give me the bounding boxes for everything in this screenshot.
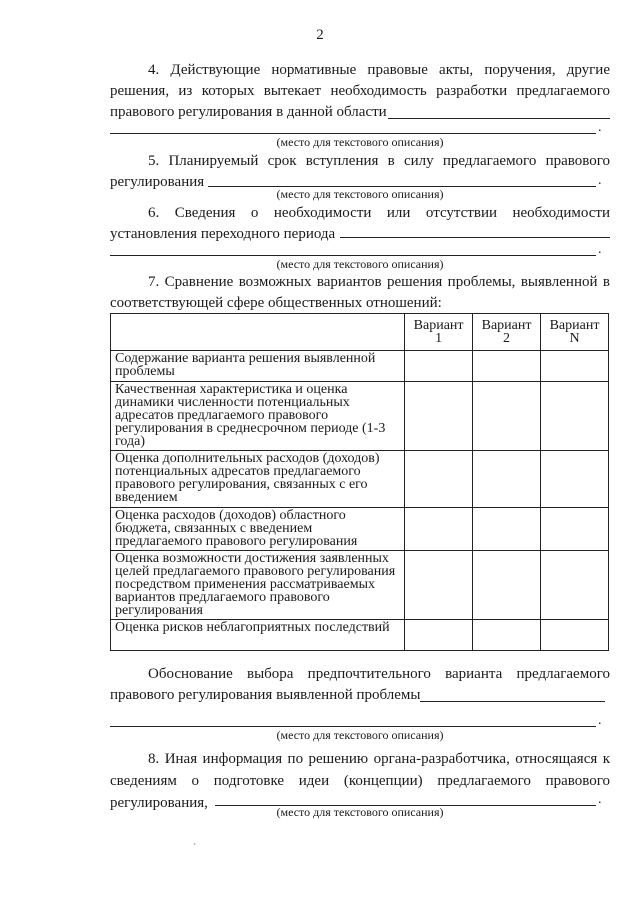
table-cell[interactable] bbox=[473, 620, 541, 651]
table-row-label: Содержание варианта решения выявленной проблемы bbox=[111, 351, 405, 382]
table-header-variant-n: Вариант N bbox=[541, 314, 609, 351]
section-4-text: 4. Действующие нормативные правовые акты, поручения, другие решения, из которых вытекает необходимость разработки предлагаемого правового регулирования в данной области bbox=[110, 62, 610, 120]
table-cell[interactable] bbox=[405, 351, 473, 382]
table-cell[interactable] bbox=[541, 382, 609, 451]
section-6-inline-line[interactable] bbox=[340, 237, 610, 238]
table-row-label: Оценка расходов (доходов) областного бюджета, связанных с введением предлагаемого правового регулирования bbox=[111, 508, 405, 551]
table-cell[interactable] bbox=[541, 508, 609, 551]
section-4-input-line[interactable] bbox=[110, 133, 596, 134]
section-4-caption: (место для текстового описания) bbox=[276, 135, 444, 149]
scan-artifact-mark: ˋ bbox=[193, 843, 197, 854]
section-4-period: . bbox=[598, 120, 602, 135]
section-5-caption: (место для текстового описания) bbox=[276, 187, 444, 201]
table-cell[interactable] bbox=[405, 620, 473, 651]
section-6-input-line[interactable] bbox=[110, 255, 596, 256]
table-cell[interactable] bbox=[541, 551, 609, 620]
justification-caption: (место для текстового описания) bbox=[276, 728, 444, 742]
table-row-label: Оценка дополнительных расходов (доходов) потенциальных адресатов предлагаемого правового регулирования, связанных с его введением bbox=[111, 451, 405, 508]
table-cell[interactable] bbox=[405, 382, 473, 451]
table-row bbox=[111, 451, 609, 508]
section-6-text: 6. Сведения о необходимости или отсутствии необходимости установления переходного периода bbox=[110, 205, 610, 242]
table-cell[interactable] bbox=[405, 508, 473, 551]
table-cell[interactable] bbox=[473, 451, 541, 508]
table-cell[interactable] bbox=[541, 620, 609, 651]
comparison-table bbox=[110, 313, 609, 651]
section-4-inline-line[interactable] bbox=[388, 118, 610, 119]
table-cell[interactable] bbox=[405, 451, 473, 508]
table-cell[interactable] bbox=[541, 451, 609, 508]
table-header-empty bbox=[111, 314, 405, 351]
table-row-label: Качественная характеристика и оценка динамики численности потенциальных адресатов предлагаемого правового регулирования в среднесрочном периоде (1-3 года) bbox=[111, 382, 405, 451]
table-row-label: Оценка рисков неблагоприятных последствий bbox=[111, 620, 405, 651]
table-row-label: Оценка возможности достижения заявленных целей предлагаемого правового регулирования посредством применения рассматриваемых вариантов предлагаемого правового регулирования bbox=[111, 551, 405, 620]
table-row bbox=[111, 508, 609, 551]
table-row bbox=[111, 551, 609, 620]
table-cell[interactable] bbox=[405, 551, 473, 620]
table-cell[interactable] bbox=[541, 351, 609, 382]
table-row bbox=[111, 351, 609, 382]
section-5-text: 5. Планируемый срок вступления в силу предлагаемого правового регулирования bbox=[110, 153, 610, 190]
table-header-variant-1: Вариант 1 bbox=[405, 314, 473, 351]
table-header-row bbox=[111, 314, 609, 351]
justification-input-line[interactable] bbox=[110, 726, 596, 727]
table-cell[interactable] bbox=[473, 551, 541, 620]
justification-inline-line[interactable] bbox=[420, 701, 605, 702]
justification-text: Обоснование выбора предпочтительного варианта предлагаемого правового регулирования выявленной проблемы bbox=[110, 666, 610, 703]
table-cell[interactable] bbox=[473, 508, 541, 551]
section-8-caption: (место для текстового описания) bbox=[276, 805, 444, 819]
section-7-text: 7. Сравнение возможных вариантов решения проблемы, выявленной в соответствующей сфере общественных отношений: bbox=[110, 274, 610, 311]
section-6-caption: (место для текстового описания) bbox=[276, 257, 444, 271]
section-5-period: . bbox=[598, 173, 602, 188]
table-cell[interactable] bbox=[473, 382, 541, 451]
table-row bbox=[111, 382, 609, 451]
section-8-period: . bbox=[598, 792, 602, 807]
table-header-variant-2: Вариант 2 bbox=[473, 314, 541, 351]
section-8-text: 8. Иная информация по решению органа-разработчика, относящаяся к сведениям о подготовке идеи (концепции) предлагаемого правового регулирования, bbox=[110, 751, 610, 811]
justification-period: . bbox=[598, 713, 602, 728]
table-cell[interactable] bbox=[473, 351, 541, 382]
section-6-period: . bbox=[598, 242, 602, 257]
table-row bbox=[111, 620, 609, 651]
page-number: 2 bbox=[316, 27, 324, 43]
